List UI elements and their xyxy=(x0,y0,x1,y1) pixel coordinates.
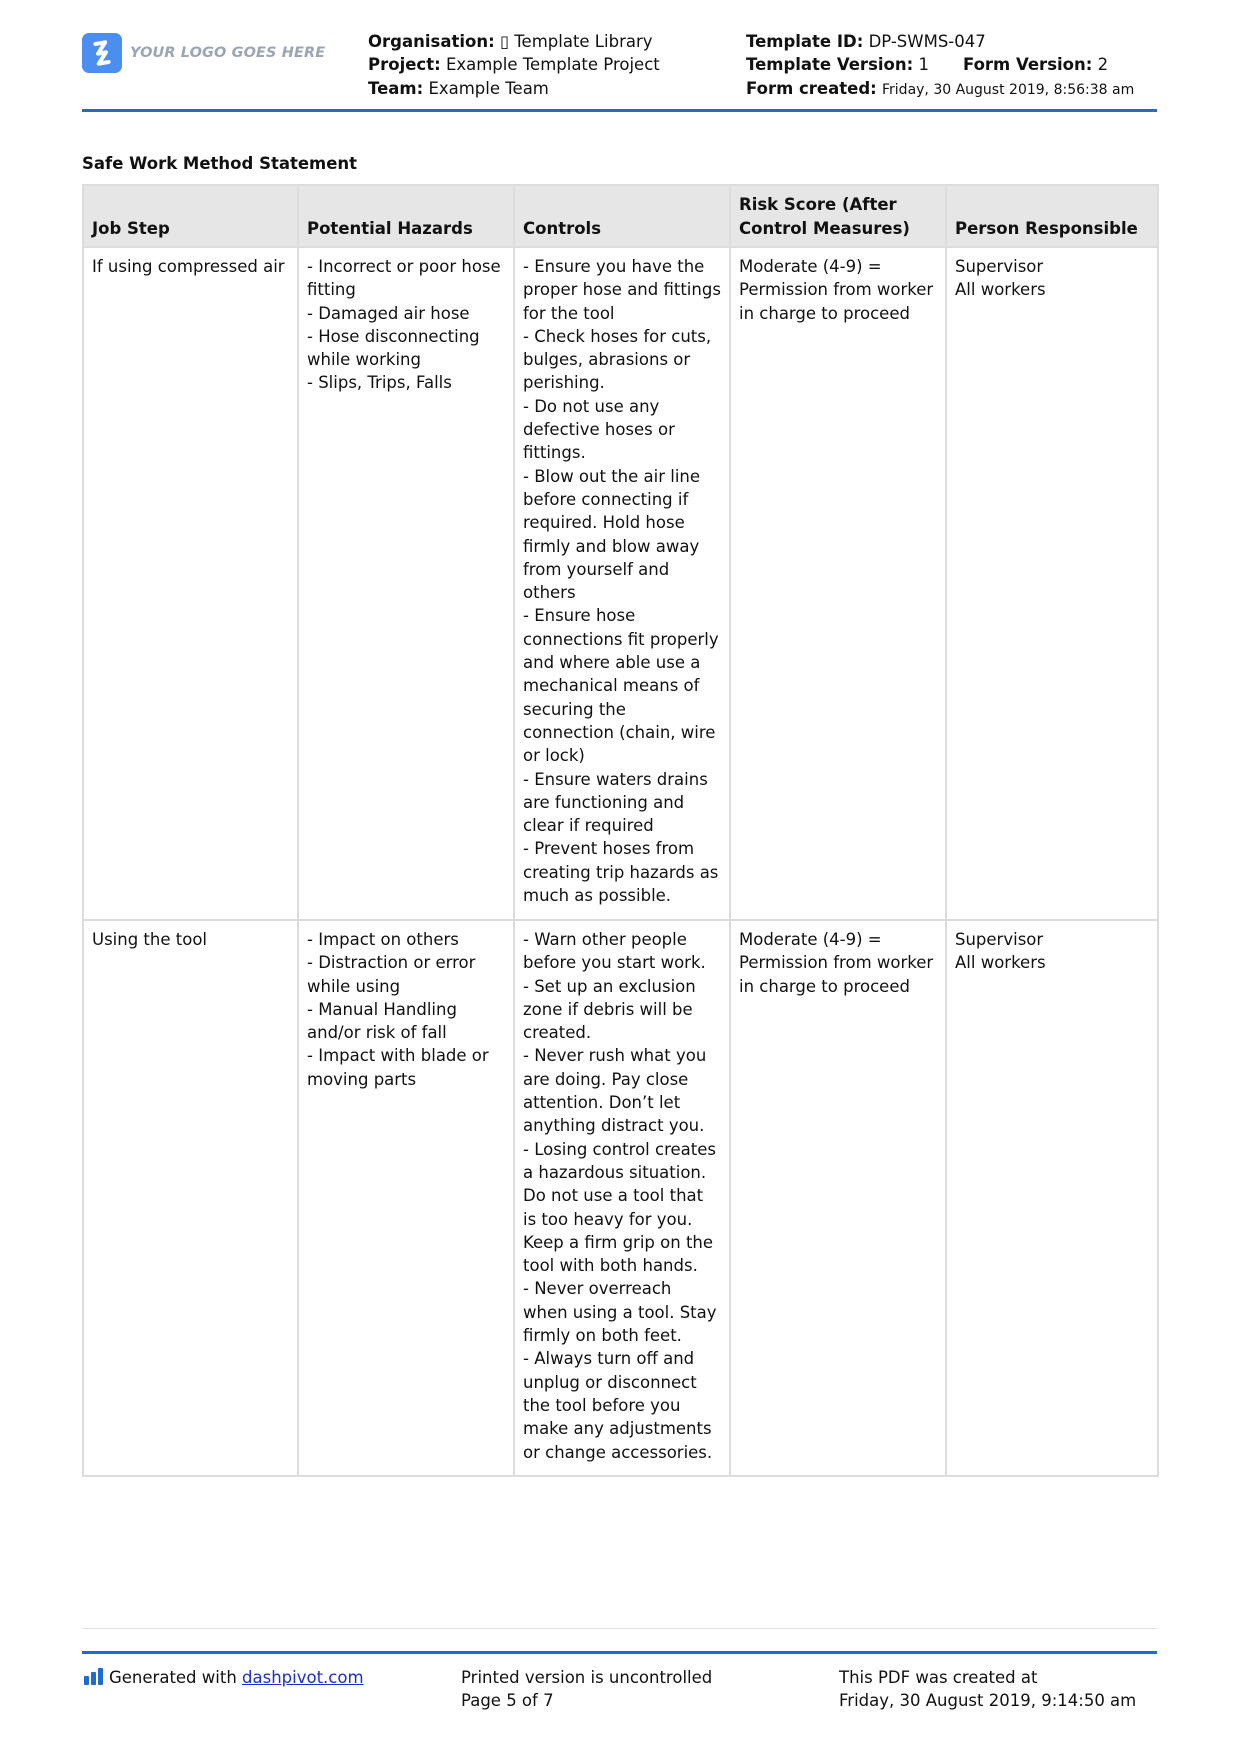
controls-cell: - Ensure you have the proper hose and fittings for the tool - Check hoses for cuts, bulges, abrasions or perishing. - Do not use any defective hoses or fittings. - Blow out the air line before connecting if required. Hold hose firmly and blow away from yourself and others - Ensure hose connections fit properly and where able use a mechanical means of securing the connection (chain, wire or lock) - Ensure waters drains are functioning and clear if required - Prevent hoses from creating trip hazards as much as possible. xyxy=(514,247,730,920)
job-step-cell: Using the tool xyxy=(83,920,298,1476)
project-label: Project: xyxy=(368,55,441,75)
footer-divider xyxy=(82,1651,1157,1654)
footer-pdf-created xyxy=(839,1666,1136,1713)
column-header-risk-score: Risk Score (After Control Measures) xyxy=(730,185,946,247)
table-row xyxy=(83,920,1158,1476)
job-step-cell: If using compressed air xyxy=(83,247,298,920)
column-header-person-responsible: Person Responsible xyxy=(946,185,1158,247)
form-version-label: Form Version: xyxy=(962,55,1093,75)
logo-text: YOUR LOGO GOES HERE xyxy=(130,45,326,61)
column-header-controls: Controls xyxy=(514,185,730,247)
header-divider xyxy=(82,109,1157,112)
page-number: Page 5 of 7 xyxy=(461,1691,554,1711)
template-version-value: 1 xyxy=(918,55,929,75)
form-created-label: Form created: xyxy=(746,78,877,98)
organisation-value: ▯ Template Library xyxy=(499,32,653,51)
person-responsible-cell: Supervisor All workers xyxy=(946,920,1158,1476)
risk-score-cell: Moderate (4-9) = Permission from worker in charge to proceed xyxy=(730,920,946,1476)
hazards-cell: - Impact on others - Distraction or error while using - Manual Handling and/or risk of fall - Impact with blade or moving parts xyxy=(298,920,514,1476)
swms-table xyxy=(82,184,1159,1477)
risk-score-cell: Moderate (4-9) = Permission from worker in charge to proceed xyxy=(730,247,946,920)
template-version-label: Template Version: xyxy=(746,55,914,75)
pdf-created-value: Friday, 30 August 2019, 9:14:50 am xyxy=(839,1691,1137,1711)
team-label: Team: xyxy=(368,78,424,98)
column-header-job-step: Job Step xyxy=(83,185,298,247)
header-project-info xyxy=(368,30,660,100)
dashpivot-bars-icon xyxy=(84,1668,103,1685)
pdf-created-label: This PDF was created at xyxy=(839,1668,1038,1687)
table-header-row xyxy=(83,185,1158,247)
header-template-info xyxy=(746,30,1134,102)
hazards-cell: - Incorrect or poor hose fitting - Damaged air hose - Hose disconnecting while working - Slips, Trips, Falls xyxy=(298,247,514,920)
page-header xyxy=(82,30,1162,110)
form-version-value: 2 xyxy=(1097,55,1109,75)
footer-generated xyxy=(84,1666,364,1689)
person-responsible-cell: Supervisor All workers xyxy=(946,247,1158,920)
template-id-value: DP-SWMS-047 xyxy=(868,32,986,51)
section-title: Safe Work Method Statement xyxy=(82,154,358,173)
column-header-potential-hazards: Potential Hazards xyxy=(298,185,514,247)
uncontrolled-notice: Printed version is uncontrolled xyxy=(461,1668,713,1687)
dashpivot-link[interactable]: dashpivot.com xyxy=(242,1668,364,1687)
form-created-value: Friday, 30 August 2019, 8:56:38 am xyxy=(882,81,1135,98)
organisation-label: Organisation: xyxy=(368,32,495,51)
project-value: Example Template Project xyxy=(445,55,660,75)
generated-prefix: Generated with xyxy=(109,1668,243,1687)
controls-cell: - Warn other people before you start work. - Set up an exclusion zone if debris will be created. - Never rush what you are doing. Pay close attention. Don’t let anything distract you. - Losing control creates a hazardous situation. Do not use a tool that is too heavy for you. Keep a firm grip on the tool with both hands. - Never overreach when using a tool. Stay firmly on both feet. - Always turn off and unplug or disconnect the tool before you make any adjustments or change accessories. xyxy=(514,920,730,1476)
footer-uncontrolled xyxy=(461,1666,712,1713)
team-value: Example Team xyxy=(428,78,549,98)
template-id-label: Template ID: xyxy=(746,32,864,51)
logo-icon xyxy=(82,33,122,73)
company-logo xyxy=(82,33,325,73)
footer-divider-light xyxy=(82,1628,1157,1629)
table-row xyxy=(83,247,1158,920)
